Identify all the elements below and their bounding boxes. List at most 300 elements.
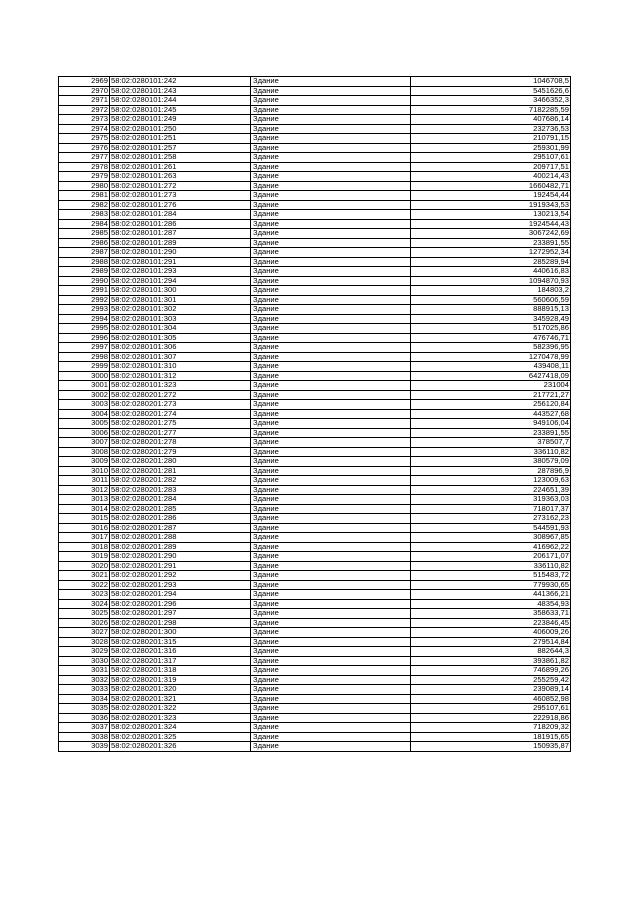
object-type-cell: Здание bbox=[251, 523, 411, 533]
row-number-cell: 2998 bbox=[59, 352, 110, 362]
row-number-cell: 2991 bbox=[59, 286, 110, 296]
cadastral-value-cell: 476746,71 bbox=[411, 333, 571, 343]
object-type-cell: Здание bbox=[251, 219, 411, 229]
object-type-cell: Здание bbox=[251, 428, 411, 438]
row-number-cell: 2981 bbox=[59, 191, 110, 201]
cadastral-value-table bbox=[58, 76, 571, 752]
table-row bbox=[59, 514, 571, 524]
object-type-cell: Здание bbox=[251, 675, 411, 685]
cadastral-number-cell: 58:02:0280201:286 bbox=[110, 514, 251, 524]
cadastral-number-cell: 58:02:0280101:303 bbox=[110, 314, 251, 324]
cadastral-value-cell: 259301,99 bbox=[411, 143, 571, 153]
object-type-cell: Здание bbox=[251, 77, 411, 87]
cadastral-number-cell: 58:02:0280101:243 bbox=[110, 86, 251, 96]
object-type-cell: Здание bbox=[251, 485, 411, 495]
cadastral-number-cell: 58:02:0280201:277 bbox=[110, 428, 251, 438]
object-type-cell: Здание bbox=[251, 314, 411, 324]
row-number-cell: 3003 bbox=[59, 400, 110, 410]
table-row bbox=[59, 143, 571, 153]
object-type-cell: Здание bbox=[251, 713, 411, 723]
table-row bbox=[59, 362, 571, 372]
cadastral-number-cell: 58:02:0280101:242 bbox=[110, 77, 251, 87]
cadastral-number-cell: 58:02:0280201:278 bbox=[110, 438, 251, 448]
cadastral-number-cell: 58:02:0280201:282 bbox=[110, 476, 251, 486]
row-number-cell: 2970 bbox=[59, 86, 110, 96]
table-row bbox=[59, 637, 571, 647]
cadastral-number-cell: 58:02:0280201:317 bbox=[110, 656, 251, 666]
cadastral-number-cell: 58:02:0280101:289 bbox=[110, 238, 251, 248]
cadastral-value-cell: 439408,11 bbox=[411, 362, 571, 372]
object-type-cell: Здание bbox=[251, 276, 411, 286]
cadastral-number-cell: 58:02:0280201:319 bbox=[110, 675, 251, 685]
cadastral-number-cell: 58:02:0280101:258 bbox=[110, 153, 251, 163]
object-type-cell: Здание bbox=[251, 618, 411, 628]
object-type-cell: Здание bbox=[251, 134, 411, 144]
table-row bbox=[59, 200, 571, 210]
row-number-cell: 2985 bbox=[59, 229, 110, 239]
row-number-cell: 2978 bbox=[59, 162, 110, 172]
cadastral-value-cell: 206171,07 bbox=[411, 552, 571, 562]
table-row bbox=[59, 314, 571, 324]
cadastral-number-cell: 58:02:0280101:244 bbox=[110, 96, 251, 106]
table-row bbox=[59, 599, 571, 609]
object-type-cell: Здание bbox=[251, 162, 411, 172]
table-row bbox=[59, 286, 571, 296]
row-number-cell: 2990 bbox=[59, 276, 110, 286]
row-number-cell: 2973 bbox=[59, 115, 110, 125]
cadastral-value-cell: 441366,21 bbox=[411, 590, 571, 600]
table-row bbox=[59, 229, 571, 239]
cadastral-number-cell: 58:02:0280201:326 bbox=[110, 742, 251, 752]
table-row bbox=[59, 238, 571, 248]
cadastral-number-cell: 58:02:0280201:300 bbox=[110, 628, 251, 638]
row-number-cell: 2975 bbox=[59, 134, 110, 144]
cadastral-value-cell: 888915,13 bbox=[411, 305, 571, 315]
object-type-cell: Здание bbox=[251, 324, 411, 334]
cadastral-value-cell: 1924544,43 bbox=[411, 219, 571, 229]
cadastral-value-cell: 222918,86 bbox=[411, 713, 571, 723]
row-number-cell: 2971 bbox=[59, 96, 110, 106]
cadastral-number-cell: 58:02:0280201:283 bbox=[110, 485, 251, 495]
row-number-cell: 3017 bbox=[59, 533, 110, 543]
cadastral-value-cell: 150935,87 bbox=[411, 742, 571, 752]
table-row bbox=[59, 609, 571, 619]
cadastral-value-cell: 287896,9 bbox=[411, 466, 571, 476]
cadastral-number-cell: 58:02:0280101:272 bbox=[110, 181, 251, 191]
object-type-cell: Здание bbox=[251, 115, 411, 125]
row-number-cell: 3037 bbox=[59, 723, 110, 733]
table-row bbox=[59, 276, 571, 286]
cadastral-number-cell: 58:02:0280201:294 bbox=[110, 590, 251, 600]
cadastral-number-cell: 58:02:0280101:312 bbox=[110, 371, 251, 381]
row-number-cell: 2989 bbox=[59, 267, 110, 277]
cadastral-number-cell: 58:02:0280101:286 bbox=[110, 219, 251, 229]
object-type-cell: Здание bbox=[251, 96, 411, 106]
object-type-cell: Здание bbox=[251, 590, 411, 600]
cadastral-value-cell: 285289,94 bbox=[411, 257, 571, 267]
table-row bbox=[59, 466, 571, 476]
object-type-cell: Здание bbox=[251, 732, 411, 742]
cadastral-value-cell: 209717,51 bbox=[411, 162, 571, 172]
table-row bbox=[59, 457, 571, 467]
row-number-cell: 3034 bbox=[59, 694, 110, 704]
cadastral-number-cell: 58:02:0280101:251 bbox=[110, 134, 251, 144]
row-number-cell: 3019 bbox=[59, 552, 110, 562]
object-type-cell: Здание bbox=[251, 305, 411, 315]
table-row bbox=[59, 219, 571, 229]
row-number-cell: 3020 bbox=[59, 561, 110, 571]
row-number-cell: 3021 bbox=[59, 571, 110, 581]
object-type-cell: Здание bbox=[251, 552, 411, 562]
object-type-cell: Здание bbox=[251, 685, 411, 695]
cadastral-number-cell: 58:02:0280201:296 bbox=[110, 599, 251, 609]
table-row bbox=[59, 723, 571, 733]
object-type-cell: Здание bbox=[251, 666, 411, 676]
row-number-cell: 2988 bbox=[59, 257, 110, 267]
cadastral-number-cell: 58:02:0280201:279 bbox=[110, 447, 251, 457]
cadastral-value-cell: 130213,54 bbox=[411, 210, 571, 220]
object-type-cell: Здание bbox=[251, 286, 411, 296]
cadastral-number-cell: 58:02:0280101:300 bbox=[110, 286, 251, 296]
cadastral-value-cell: 308967,85 bbox=[411, 533, 571, 543]
table-row bbox=[59, 381, 571, 391]
object-type-cell: Здание bbox=[251, 390, 411, 400]
row-number-cell: 3005 bbox=[59, 419, 110, 429]
object-type-cell: Здание bbox=[251, 143, 411, 153]
cadastral-value-cell: 48354,93 bbox=[411, 599, 571, 609]
cadastral-value-cell: 440616,83 bbox=[411, 267, 571, 277]
cadastral-value-cell: 224651,39 bbox=[411, 485, 571, 495]
table-row bbox=[59, 333, 571, 343]
table-row bbox=[59, 295, 571, 305]
cadastral-value-cell: 1270478,99 bbox=[411, 352, 571, 362]
row-number-cell: 3001 bbox=[59, 381, 110, 391]
object-type-cell: Здание bbox=[251, 495, 411, 505]
table-row bbox=[59, 666, 571, 676]
object-type-cell: Здание bbox=[251, 409, 411, 419]
row-number-cell: 3012 bbox=[59, 485, 110, 495]
table-row bbox=[59, 495, 571, 505]
row-number-cell: 3004 bbox=[59, 409, 110, 419]
row-number-cell: 2974 bbox=[59, 124, 110, 134]
cadastral-number-cell: 58:02:0280101:306 bbox=[110, 343, 251, 353]
cadastral-number-cell: 58:02:0280201:281 bbox=[110, 466, 251, 476]
table-row bbox=[59, 438, 571, 448]
table-row bbox=[59, 267, 571, 277]
table-row bbox=[59, 561, 571, 571]
object-type-cell: Здание bbox=[251, 504, 411, 514]
object-type-cell: Здание bbox=[251, 343, 411, 353]
cadastral-number-cell: 58:02:0280201:316 bbox=[110, 647, 251, 657]
cadastral-number-cell: 58:02:0280101:284 bbox=[110, 210, 251, 220]
row-number-cell: 2977 bbox=[59, 153, 110, 163]
cadastral-value-cell: 223846,45 bbox=[411, 618, 571, 628]
cadastral-number-cell: 58:02:0280101:305 bbox=[110, 333, 251, 343]
cadastral-number-cell: 58:02:0280201:280 bbox=[110, 457, 251, 467]
table-row bbox=[59, 504, 571, 514]
row-number-cell: 2979 bbox=[59, 172, 110, 182]
table-row bbox=[59, 533, 571, 543]
row-number-cell: 3026 bbox=[59, 618, 110, 628]
table-row bbox=[59, 115, 571, 125]
cadastral-number-cell: 58:02:0280101:261 bbox=[110, 162, 251, 172]
row-number-cell: 2972 bbox=[59, 105, 110, 115]
cadastral-number-cell: 58:02:0280101:323 bbox=[110, 381, 251, 391]
object-type-cell: Здание bbox=[251, 533, 411, 543]
cadastral-value-cell: 443527,68 bbox=[411, 409, 571, 419]
cadastral-value-cell: 746899,26 bbox=[411, 666, 571, 676]
row-number-cell: 3032 bbox=[59, 675, 110, 685]
table-row bbox=[59, 713, 571, 723]
cadastral-number-cell: 58:02:0280201:322 bbox=[110, 704, 251, 714]
row-number-cell: 3035 bbox=[59, 704, 110, 714]
row-number-cell: 3015 bbox=[59, 514, 110, 524]
cadastral-number-cell: 58:02:0280201:297 bbox=[110, 609, 251, 619]
object-type-cell: Здание bbox=[251, 447, 411, 457]
cadastral-value-cell: 582396,95 bbox=[411, 343, 571, 353]
row-number-cell: 2969 bbox=[59, 77, 110, 87]
cadastral-value-cell: 181915,65 bbox=[411, 732, 571, 742]
cadastral-value-cell: 718209,32 bbox=[411, 723, 571, 733]
cadastral-number-cell: 58:02:0280201:291 bbox=[110, 561, 251, 571]
cadastral-number-cell: 58:02:0280201:272 bbox=[110, 390, 251, 400]
table-row bbox=[59, 580, 571, 590]
table-row bbox=[59, 390, 571, 400]
cadastral-value-cell: 380579,09 bbox=[411, 457, 571, 467]
object-type-cell: Здание bbox=[251, 371, 411, 381]
object-type-cell: Здание bbox=[251, 580, 411, 590]
cadastral-value-cell: 718017,37 bbox=[411, 504, 571, 514]
object-type-cell: Здание bbox=[251, 476, 411, 486]
table-row bbox=[59, 742, 571, 752]
cadastral-number-cell: 58:02:0280201:320 bbox=[110, 685, 251, 695]
cadastral-value-cell: 5451626,6 bbox=[411, 86, 571, 96]
cadastral-value-cell: 295107,61 bbox=[411, 153, 571, 163]
cadastral-value-cell: 515483,72 bbox=[411, 571, 571, 581]
table-row bbox=[59, 86, 571, 96]
table-row bbox=[59, 552, 571, 562]
row-number-cell: 3024 bbox=[59, 599, 110, 609]
table-row bbox=[59, 732, 571, 742]
table-row bbox=[59, 675, 571, 685]
object-type-cell: Здание bbox=[251, 248, 411, 258]
row-number-cell: 3023 bbox=[59, 590, 110, 600]
row-number-cell: 3025 bbox=[59, 609, 110, 619]
cadastral-value-cell: 1046708,5 bbox=[411, 77, 571, 87]
table-row bbox=[59, 628, 571, 638]
row-number-cell: 3031 bbox=[59, 666, 110, 676]
row-number-cell: 2983 bbox=[59, 210, 110, 220]
cadastral-value-cell: 560606,59 bbox=[411, 295, 571, 305]
cadastral-value-cell: 279514,84 bbox=[411, 637, 571, 647]
object-type-cell: Здание bbox=[251, 191, 411, 201]
object-type-cell: Здание bbox=[251, 704, 411, 714]
row-number-cell: 3022 bbox=[59, 580, 110, 590]
object-type-cell: Здание bbox=[251, 438, 411, 448]
object-type-cell: Здание bbox=[251, 333, 411, 343]
cadastral-value-cell: 256120,84 bbox=[411, 400, 571, 410]
table-row bbox=[59, 153, 571, 163]
cadastral-value-cell: 232736,53 bbox=[411, 124, 571, 134]
table-row bbox=[59, 352, 571, 362]
object-type-cell: Здание bbox=[251, 381, 411, 391]
cadastral-number-cell: 58:02:0280201:325 bbox=[110, 732, 251, 742]
object-type-cell: Здание bbox=[251, 542, 411, 552]
cadastral-number-cell: 58:02:0280201:318 bbox=[110, 666, 251, 676]
table-row bbox=[59, 571, 571, 581]
object-type-cell: Здание bbox=[251, 181, 411, 191]
cadastral-number-cell: 58:02:0280101:290 bbox=[110, 248, 251, 258]
table-row bbox=[59, 96, 571, 106]
cadastral-value-cell: 123009,63 bbox=[411, 476, 571, 486]
row-number-cell: 2982 bbox=[59, 200, 110, 210]
cadastral-value-cell: 1660482,71 bbox=[411, 181, 571, 191]
row-number-cell: 2997 bbox=[59, 343, 110, 353]
table-row bbox=[59, 248, 571, 258]
row-number-cell: 2984 bbox=[59, 219, 110, 229]
row-number-cell: 2980 bbox=[59, 181, 110, 191]
cadastral-number-cell: 58:02:0280201:274 bbox=[110, 409, 251, 419]
cadastral-number-cell: 58:02:0280101:273 bbox=[110, 191, 251, 201]
cadastral-number-cell: 58:02:0280101:287 bbox=[110, 229, 251, 239]
object-type-cell: Здание bbox=[251, 172, 411, 182]
cadastral-number-cell: 58:02:0280101:249 bbox=[110, 115, 251, 125]
row-number-cell: 3027 bbox=[59, 628, 110, 638]
cadastral-value-cell: 400214,43 bbox=[411, 172, 571, 182]
object-type-cell: Здание bbox=[251, 637, 411, 647]
cadastral-number-cell: 58:02:0280101:291 bbox=[110, 257, 251, 267]
table-row bbox=[59, 428, 571, 438]
row-number-cell: 3008 bbox=[59, 447, 110, 457]
object-type-cell: Здание bbox=[251, 352, 411, 362]
table-row bbox=[59, 618, 571, 628]
object-type-cell: Здание bbox=[251, 362, 411, 372]
object-type-cell: Здание bbox=[251, 229, 411, 239]
cadastral-value-cell: 210791,15 bbox=[411, 134, 571, 144]
cadastral-value-cell: 217721,27 bbox=[411, 390, 571, 400]
row-number-cell: 3010 bbox=[59, 466, 110, 476]
table-row bbox=[59, 343, 571, 353]
table-row bbox=[59, 447, 571, 457]
row-number-cell: 2986 bbox=[59, 238, 110, 248]
cadastral-value-cell: 184803,2 bbox=[411, 286, 571, 296]
object-type-cell: Здание bbox=[251, 200, 411, 210]
object-type-cell: Здание bbox=[251, 457, 411, 467]
table-row bbox=[59, 694, 571, 704]
row-number-cell: 3036 bbox=[59, 713, 110, 723]
cadastral-value-cell: 6427418,09 bbox=[411, 371, 571, 381]
table-row bbox=[59, 656, 571, 666]
row-number-cell: 2996 bbox=[59, 333, 110, 343]
cadastral-number-cell: 58:02:0280101:293 bbox=[110, 267, 251, 277]
cadastral-number-cell: 58:02:0280201:275 bbox=[110, 419, 251, 429]
table-row bbox=[59, 476, 571, 486]
table-row bbox=[59, 324, 571, 334]
row-number-cell: 3014 bbox=[59, 504, 110, 514]
cadastral-number-cell: 58:02:0280101:257 bbox=[110, 143, 251, 153]
object-type-cell: Здание bbox=[251, 647, 411, 657]
object-type-cell: Здание bbox=[251, 628, 411, 638]
object-type-cell: Здание bbox=[251, 571, 411, 581]
row-number-cell: 2992 bbox=[59, 295, 110, 305]
row-number-cell: 3006 bbox=[59, 428, 110, 438]
table-row bbox=[59, 191, 571, 201]
object-type-cell: Здание bbox=[251, 723, 411, 733]
cadastral-number-cell: 58:02:0280101:276 bbox=[110, 200, 251, 210]
cadastral-value-cell: 231004 bbox=[411, 381, 571, 391]
table-row bbox=[59, 134, 571, 144]
object-type-cell: Здание bbox=[251, 466, 411, 476]
cadastral-value-cell: 239089,14 bbox=[411, 685, 571, 695]
row-number-cell: 2994 bbox=[59, 314, 110, 324]
cadastral-number-cell: 58:02:0280101:294 bbox=[110, 276, 251, 286]
table-row bbox=[59, 305, 571, 315]
table-row bbox=[59, 685, 571, 695]
row-number-cell: 2995 bbox=[59, 324, 110, 334]
table-row bbox=[59, 542, 571, 552]
cadastral-number-cell: 58:02:0280101:304 bbox=[110, 324, 251, 334]
cadastral-number-cell: 58:02:0280201:284 bbox=[110, 495, 251, 505]
cadastral-value-cell: 336110,82 bbox=[411, 561, 571, 571]
table-row bbox=[59, 172, 571, 182]
cadastral-value-cell: 233891,55 bbox=[411, 428, 571, 438]
cadastral-value-cell: 345928,49 bbox=[411, 314, 571, 324]
cadastral-number-cell: 58:02:0280201:273 bbox=[110, 400, 251, 410]
object-type-cell: Здание bbox=[251, 742, 411, 752]
cadastral-number-cell: 58:02:0280201:288 bbox=[110, 533, 251, 543]
cadastral-value-cell: 233891,55 bbox=[411, 238, 571, 248]
cadastral-value-cell: 407686,14 bbox=[411, 115, 571, 125]
table-row bbox=[59, 371, 571, 381]
cadastral-value-cell: 7182285,59 bbox=[411, 105, 571, 115]
object-type-cell: Здание bbox=[251, 561, 411, 571]
cadastral-number-cell: 58:02:0280101:302 bbox=[110, 305, 251, 315]
table-row bbox=[59, 162, 571, 172]
row-number-cell: 3030 bbox=[59, 656, 110, 666]
cadastral-number-cell: 58:02:0280101:307 bbox=[110, 352, 251, 362]
cadastral-value-cell: 273162,23 bbox=[411, 514, 571, 524]
row-number-cell: 2999 bbox=[59, 362, 110, 372]
object-type-cell: Здание bbox=[251, 419, 411, 429]
object-type-cell: Здание bbox=[251, 257, 411, 267]
table-row bbox=[59, 523, 571, 533]
row-number-cell: 3039 bbox=[59, 742, 110, 752]
cadastral-value-cell: 779930,65 bbox=[411, 580, 571, 590]
table-row bbox=[59, 124, 571, 134]
object-type-cell: Здание bbox=[251, 105, 411, 115]
cadastral-value-cell: 1094870,93 bbox=[411, 276, 571, 286]
object-type-cell: Здание bbox=[251, 514, 411, 524]
object-type-cell: Здание bbox=[251, 124, 411, 134]
table-row bbox=[59, 409, 571, 419]
cadastral-number-cell: 58:02:0280201:321 bbox=[110, 694, 251, 704]
row-number-cell: 2987 bbox=[59, 248, 110, 258]
object-type-cell: Здание bbox=[251, 694, 411, 704]
table-row bbox=[59, 400, 571, 410]
cadastral-number-cell: 58:02:0280201:289 bbox=[110, 542, 251, 552]
row-number-cell: 3009 bbox=[59, 457, 110, 467]
row-number-cell: 3038 bbox=[59, 732, 110, 742]
cadastral-value-cell: 378507,7 bbox=[411, 438, 571, 448]
cadastral-value-cell: 1272952,34 bbox=[411, 248, 571, 258]
cadastral-number-cell: 58:02:0280101:310 bbox=[110, 362, 251, 372]
object-type-cell: Здание bbox=[251, 599, 411, 609]
row-number-cell: 3007 bbox=[59, 438, 110, 448]
cadastral-value-cell: 3466352,3 bbox=[411, 96, 571, 106]
cadastral-number-cell: 58:02:0280201:293 bbox=[110, 580, 251, 590]
cadastral-value-cell: 460852,98 bbox=[411, 694, 571, 704]
row-number-cell: 3028 bbox=[59, 637, 110, 647]
